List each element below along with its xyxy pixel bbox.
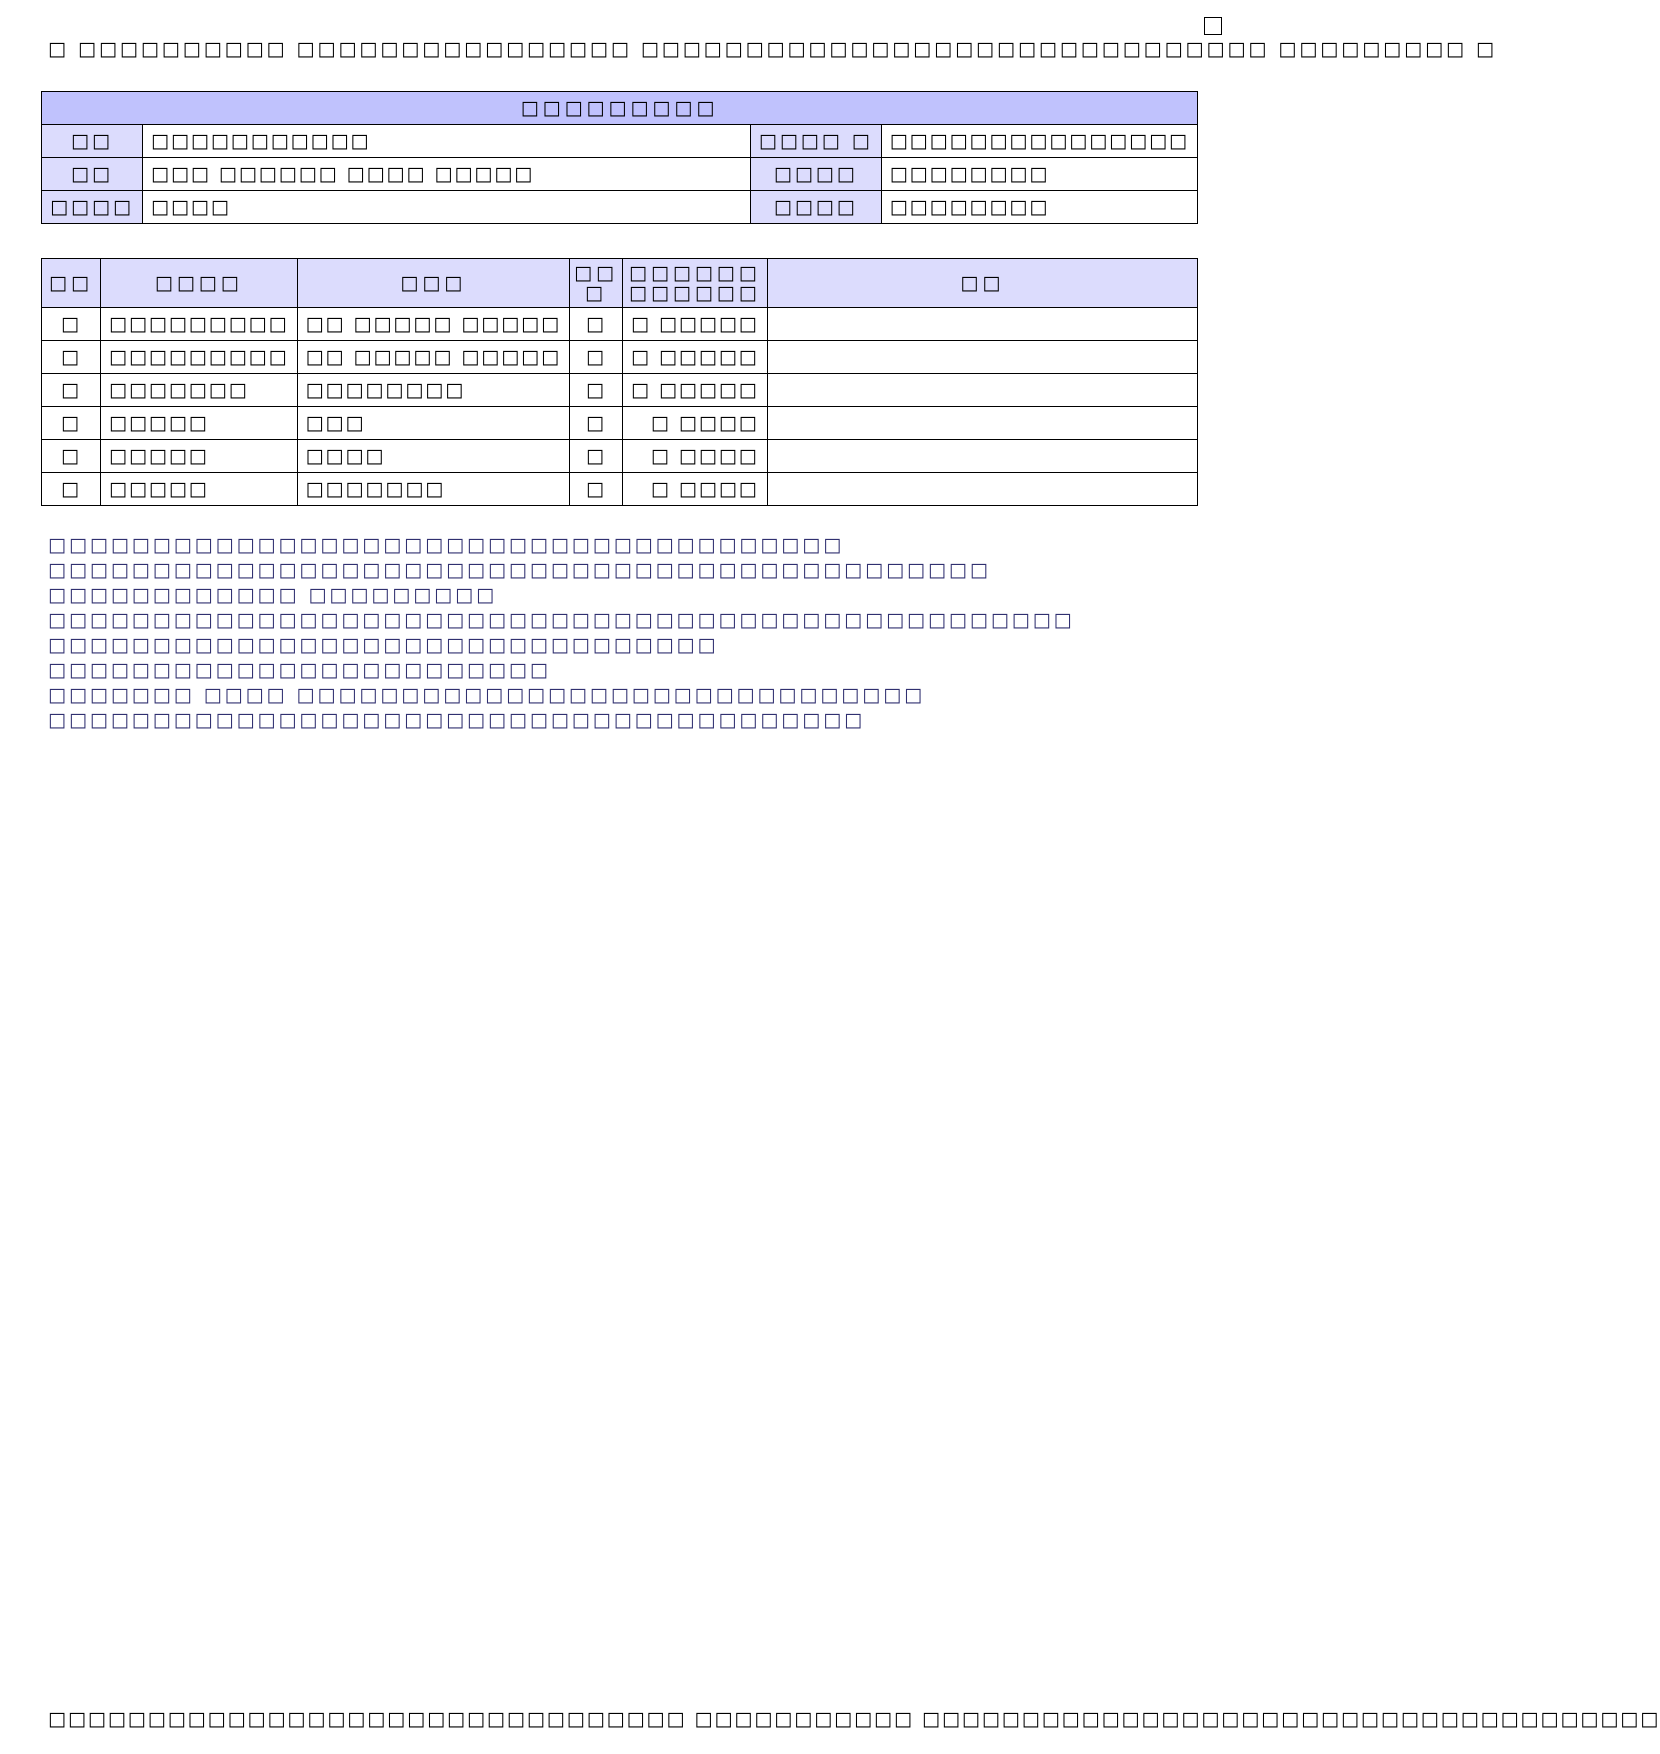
info-label: □□□□: [42, 191, 143, 224]
cell-remarks: [767, 308, 1197, 341]
cell-name: □□□□□□□: [297, 473, 570, 506]
col-header-remarks: □□: [767, 259, 1197, 308]
table-row: [42, 374, 1198, 407]
note-line: □□□□□□□□□□□□□□□□□□□□□□□□□□□□□□□□□□□□□□: [48, 534, 845, 556]
info-row: [42, 158, 1198, 191]
cell-remarks: [767, 374, 1197, 407]
info-row: [42, 125, 1198, 158]
note-line: □□□□□□□□□□□□□□□□□□□□□□□□□□□□□□□□□□□□□□□□□□□□□: [48, 559, 991, 581]
table-row: [42, 308, 1198, 341]
cell-no: □: [42, 440, 101, 473]
info-label: □□: [42, 158, 143, 191]
notes-section: [48, 533, 1180, 733]
info-value-secondary: □□□□□□□□: [881, 191, 1197, 224]
cell-no: □: [42, 308, 101, 341]
info-row: [42, 191, 1198, 224]
col-header-amount: □□□□□□ □□□□□□: [622, 259, 767, 308]
cell-code: □□□□□□□: [101, 374, 298, 407]
cell-remarks: [767, 440, 1197, 473]
cell-code: □□□□□□□□□: [101, 341, 298, 374]
cell-qty: □: [570, 407, 623, 440]
page-marker-box: [1204, 17, 1222, 35]
cell-name: □□□: [297, 407, 570, 440]
cell-qty: □: [570, 374, 623, 407]
cell-qty: □: [570, 440, 623, 473]
cell-name: □□□□: [297, 440, 570, 473]
cell-code: □□□□□□□□□: [101, 308, 298, 341]
table-row: [42, 341, 1198, 374]
info-value-secondary: □□□□□□□□: [881, 158, 1197, 191]
cell-code: □□□□□: [101, 407, 298, 440]
cell-remarks: [767, 473, 1197, 506]
cell-no: □: [42, 341, 101, 374]
info-value: □□□□: [143, 191, 751, 224]
note-line: □□□□□□□□□□□□□□□□□□□□□□□□□□□□□□□□□□□□□□□: [48, 709, 866, 731]
document-footer: □□□□□□□□□□□□□□□□□□□□□□□□□□□□□□□□ □□□□□□□□□□□ □□□□□□□□□□□□□□□□□□□□□□□□□□□□□□□□□□□□□: [48, 1708, 1660, 1730]
info-value: □□□□□□□□□□□: [143, 125, 751, 158]
info-value: □□□ □□□□□□ □□□□ □□□□□: [143, 158, 751, 191]
cell-code: □□□□□: [101, 440, 298, 473]
cell-amount: □ □□□□□: [622, 374, 767, 407]
cell-qty: □: [570, 473, 623, 506]
cell-amount: □ □□□□□: [622, 341, 767, 374]
note-line: □□□□□□□□□□□□□□□□□□□□□□□□: [48, 659, 551, 681]
cell-no: □: [42, 407, 101, 440]
cell-name: □□ □□□□□ □□□□□: [297, 308, 570, 341]
cell-remarks: [767, 341, 1197, 374]
info-label: □□: [42, 125, 143, 158]
cell-amount: □ □□□□: [622, 473, 767, 506]
note-line: □□□□□□□ □□□□ □□□□□□□□□□□□□□□□□□□□□□□□□□□□□□: [48, 684, 926, 706]
col-header-name: □□□: [297, 259, 570, 308]
cell-no: □: [42, 473, 101, 506]
col-header-no: □□: [42, 259, 101, 308]
cell-code: □□□□□: [101, 473, 298, 506]
cell-no: □: [42, 374, 101, 407]
table-row: [42, 440, 1198, 473]
items-table: [41, 258, 1198, 506]
table-row: [42, 473, 1198, 506]
cell-remarks: [767, 407, 1197, 440]
col-header-qty: □□ □: [570, 259, 623, 308]
cell-amount: □ □□□□: [622, 407, 767, 440]
info-label-secondary: □□□□: [750, 158, 881, 191]
info-label-secondary: □□□□: [750, 191, 881, 224]
cell-qty: □: [570, 341, 623, 374]
cell-name: □□ □□□□□ □□□□□: [297, 341, 570, 374]
items-header-row: [42, 259, 1198, 308]
cell-qty: □: [570, 308, 623, 341]
cell-amount: □ □□□□□: [622, 308, 767, 341]
table-row: [42, 407, 1198, 440]
info-value-secondary: □□□□□□□□□□□□□□□: [881, 125, 1197, 158]
note-line: □□□□□□□□□□□□□□□□□□□□□□□□□□□□□□□□: [48, 634, 719, 656]
document-header: □ □□□□□□□□□□ □□□□□□□□□□□□□□□□ □□□□□□□□□□□□□□□□□□□□□□□□□□□□□□ □□□□□□□□□ □: [48, 38, 1497, 60]
info-table-title: □□□□□□□□□: [42, 92, 1198, 125]
note-line: □□□□□□□□□□□□ □□□□□□□□□: [48, 584, 498, 606]
info-table: [41, 91, 1198, 224]
cell-name: □□□□□□□□: [297, 374, 570, 407]
cell-amount: □ □□□□: [622, 440, 767, 473]
note-line: □□□□□□□□□□□□□□□□□□□□□□□□□□□□□□□□□□□□□□□□□□□□□□□□□: [48, 609, 1075, 631]
info-label-secondary: □□□□ □: [750, 125, 881, 158]
col-header-code: □□□□: [101, 259, 298, 308]
